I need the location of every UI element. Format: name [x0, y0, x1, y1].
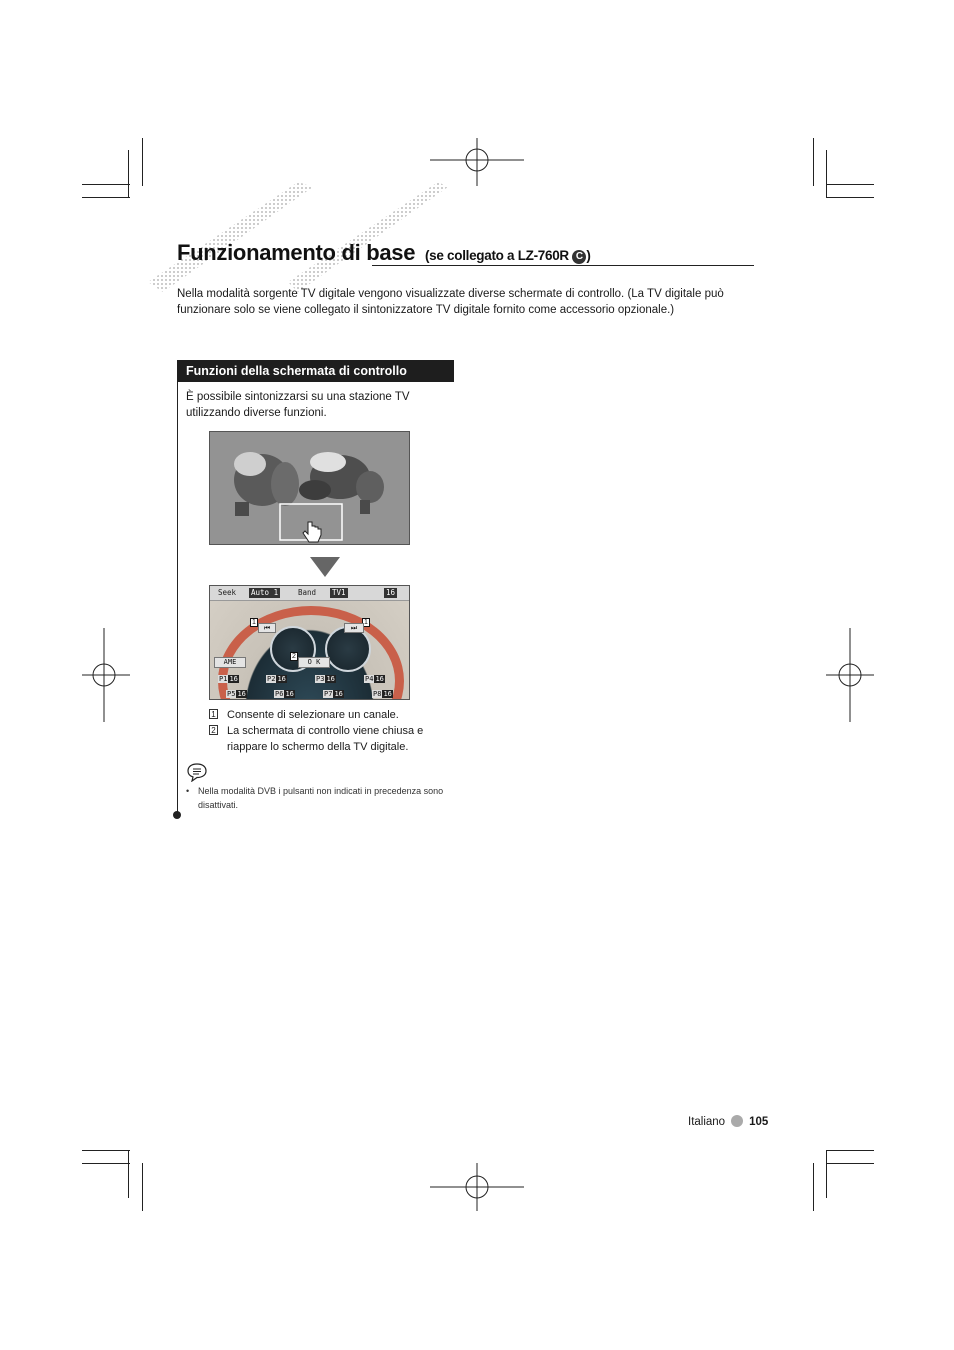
subtitle-text: (se collegato a LZ-760R: [424, 248, 569, 263]
hand-cursor-icon: [300, 520, 324, 545]
preset-label: P8: [373, 690, 382, 698]
crop-mark: [82, 1163, 130, 1164]
item-text: Consente di selezionare un canale.: [227, 709, 399, 721]
preset-label: P6: [275, 690, 284, 698]
next-channel-button[interactable]: ⏭: [344, 623, 364, 633]
registration-mark: [430, 1163, 524, 1211]
control-status-bar: [210, 586, 409, 601]
preset-button-p8[interactable]: [372, 690, 393, 699]
preset-button-p4[interactable]: [364, 675, 385, 684]
page-subtitle: [425, 248, 591, 263]
crop-mark: [826, 184, 874, 185]
preset-value: 16: [237, 690, 246, 698]
channel-display: 16: [386, 588, 396, 597]
registration-mark: [826, 628, 874, 722]
preset-label: P5: [227, 690, 236, 698]
preset-value: 16: [383, 690, 392, 698]
model-badge: C: [572, 250, 586, 264]
crop-mark: [82, 184, 130, 185]
preset-value: 16: [229, 675, 238, 683]
preset-label: P3: [316, 675, 325, 683]
band-button[interactable]: TV1: [332, 588, 346, 597]
crop-mark: [82, 197, 130, 198]
item-number: 2: [209, 725, 218, 735]
note-bullet: •: [186, 786, 190, 796]
page-title: [177, 240, 591, 266]
ok-button[interactable]: O K: [298, 657, 330, 668]
crop-mark: [826, 1150, 827, 1198]
seek-mode-button[interactable]: Auto 1: [251, 588, 279, 597]
preset-button-p5[interactable]: [226, 690, 247, 699]
note-text: [186, 784, 456, 812]
crop-mark: [826, 197, 874, 198]
registration-mark: [430, 138, 524, 186]
preset-label: P1: [219, 675, 228, 683]
section-rule: [177, 382, 178, 814]
crop-mark: [826, 150, 827, 198]
preset-value: 16: [277, 675, 286, 683]
page-number: 105: [749, 1116, 769, 1128]
numbered-list: [209, 707, 449, 755]
preset-value: 16: [285, 690, 294, 698]
note-body: Nella modalità DVB i pulsanti non indicati in precedenza sono disattivati.: [198, 786, 444, 810]
preset-value: 16: [375, 675, 384, 683]
preset-button-p3[interactable]: [315, 675, 336, 684]
footer-language: Italiano: [688, 1116, 726, 1128]
section-heading: Funzioni della schermata di controllo: [177, 360, 454, 382]
item-text: La schermata di controllo viene chiusa e riappare lo schermo della TV digitale.: [227, 725, 424, 753]
crop-mark: [142, 1163, 143, 1211]
preset-button-p7[interactable]: [323, 690, 344, 699]
preset-value: 16: [334, 690, 343, 698]
preset-button-p6[interactable]: [274, 690, 295, 699]
prev-channel-button[interactable]: ⏮: [258, 623, 276, 633]
page-footer: [688, 1115, 768, 1128]
crop-mark: [826, 1163, 874, 1164]
callout-2: 2: [290, 652, 298, 661]
note-icon: [186, 762, 208, 782]
crop-mark: [128, 1150, 129, 1198]
preset-button-p1[interactable]: [218, 675, 239, 684]
crop-mark: [813, 138, 814, 186]
footer-circle-icon: [731, 1115, 743, 1127]
crop-mark: [826, 1150, 874, 1151]
registration-mark: [82, 628, 130, 722]
section-rule-end: [173, 811, 181, 819]
page-title-text: Funzionamento di base: [177, 240, 416, 265]
tv-screen-image: [209, 431, 410, 545]
crop-mark: [82, 1150, 130, 1151]
subtitle-suffix: ): [586, 248, 591, 263]
item-number: 1: [209, 709, 218, 719]
crop-mark: [813, 1163, 814, 1211]
title-underline: [372, 265, 754, 266]
callout-1-right: 1: [362, 618, 370, 627]
preset-value: 16: [326, 675, 335, 683]
seek-label: Seek: [218, 588, 237, 597]
list-item: [209, 707, 449, 723]
ame-button[interactable]: AME: [214, 657, 246, 668]
crop-mark: [128, 150, 129, 198]
band-label: Band: [298, 588, 317, 597]
preset-button-p2[interactable]: [266, 675, 287, 684]
section-body: È possibile sintonizzarsi su una stazione TV utilizzando diverse funzioni.: [186, 391, 410, 419]
intro-paragraph: Nella modalità sorgente TV digitale vengono visualizzate diverse schermate di controllo. (La TV digitale può funzionare solo se viene collegato il sintonizzatore TV digitale fornito come accessorio opzionale.): [177, 288, 724, 316]
callout-1: 1: [250, 618, 258, 627]
preset-label: P7: [324, 690, 333, 698]
down-arrow-icon: [310, 557, 340, 577]
crop-mark: [142, 138, 143, 186]
preset-label: P4: [365, 675, 374, 683]
list-item: [209, 723, 449, 755]
preset-label: P2: [267, 675, 276, 683]
control-screen: [209, 585, 410, 700]
